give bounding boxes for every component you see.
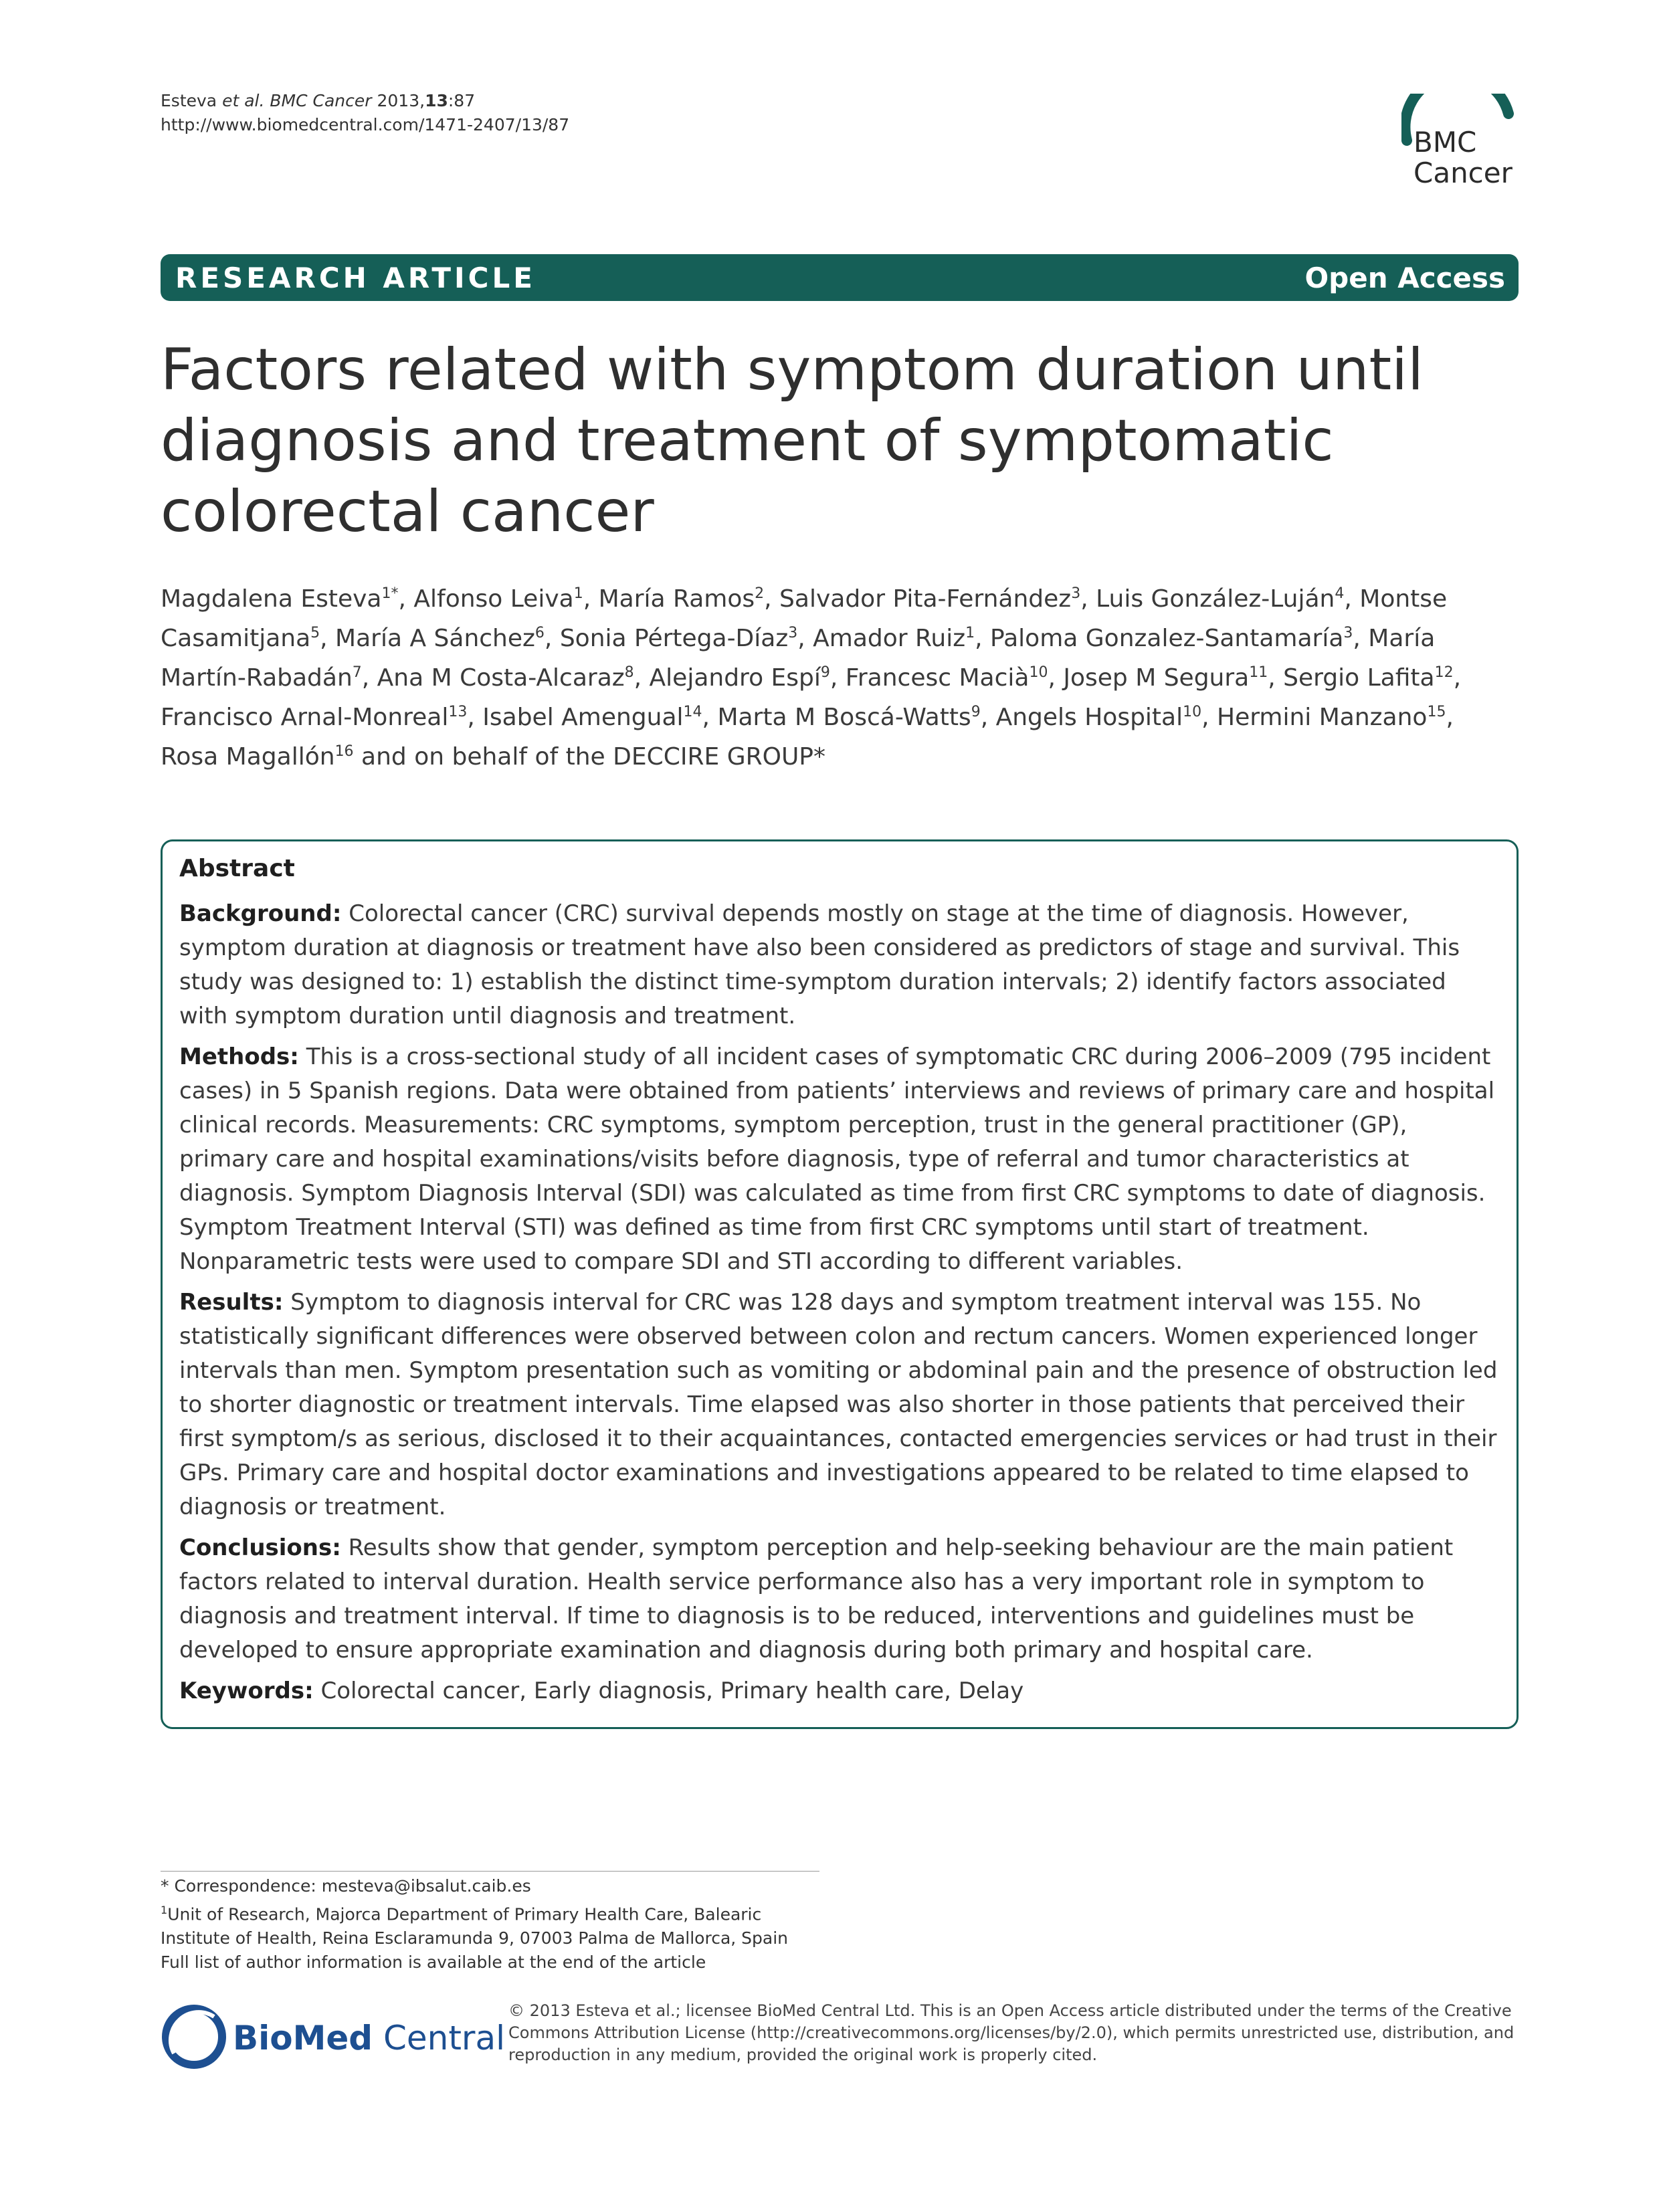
author-name: Hermini Manzano xyxy=(1217,704,1428,731)
author-name: Paloma Gonzalez-Santamaría xyxy=(990,625,1344,652)
open-access-label: Open Access xyxy=(1304,261,1505,294)
author-name: Isabel Amengual xyxy=(482,704,684,731)
author-affiliation-sup: 16 xyxy=(334,743,354,760)
article-type-banner xyxy=(161,254,1519,301)
author-affiliation-sup: 9 xyxy=(971,704,981,720)
citation-journal: BMC Cancer xyxy=(270,91,372,110)
author-name: Marta M Boscá-Watts xyxy=(717,704,971,731)
author-affiliation-sup: 7 xyxy=(352,664,362,681)
affiliation-line xyxy=(161,1898,830,1950)
author-name: Josep M Segura xyxy=(1063,664,1250,692)
author-affiliation-sup: 9 xyxy=(820,664,830,681)
biomed-central-logo xyxy=(161,2000,506,2074)
results-text: Symptom to diagnosis interval for CRC was 128 days and symptom treatment interval was 155. No statistically significant differences were observed between colon and rectum cancers. Women experienced longer intervals than men. Symptom presentation such as vomiting or abdominal pain and the presence of obstruction led to shorter diagnostic or treatment intervals. Time elapsed was also shorter in those patients that perceived their first symptom/s as serious, disclosed it to their acquaintances, contacted emergencies services or had trust in their GPs. Primary care and hospital doctor examinations and investigations appeared to be related to time elapsed to diagnosis or treatment. xyxy=(179,1289,1498,1520)
author-name: María Ramos xyxy=(598,585,755,613)
abstract-background xyxy=(179,897,1500,1033)
affiliation-sup: 1 xyxy=(161,1904,168,1916)
author-name: Sonia Pértega-Díaz xyxy=(559,625,789,652)
correspondence-line[interactable]: * Correspondence: mesteva@ibsalut.caib.es xyxy=(161,1876,531,1896)
abstract-heading: Abstract xyxy=(179,855,295,882)
author-affiliation-sup: 10 xyxy=(1183,704,1202,720)
background-text: Colorectal cancer (CRC) survival depends mostly on stage at the time of diagnosis. However, symptom duration at diagnosis or treatment have also been considered as predictors of stage and survival. This study was designed to: 1) establish the distinct time-symptom duration intervals; 2) identify factors associated with symptom duration until diagnosis and treatment. xyxy=(179,900,1460,1029)
author-affiliation-sup: 2 xyxy=(755,585,765,602)
keywords-label: Keywords: xyxy=(179,1678,314,1704)
results-label: Results: xyxy=(179,1289,284,1316)
author-affiliation-sup: 10 xyxy=(1029,664,1048,681)
author-affiliation-sup: 3 xyxy=(1071,585,1081,602)
logo-line-cancer: Cancer xyxy=(1413,157,1512,189)
author-name: Amador Ruiz xyxy=(813,625,966,652)
methods-text: This is a cross-sectional study of all incident cases of symptomatic CRC during 2006–2009 (795 incident cases) in 5 Spanish regions. Data were obtained from patients’ interviews and reviews of primary care and hospital clinical records. Measurements: CRC symptoms, symptom perception, trust in the general practitioner (GP), primary care and hospital examinations/visits before diagnosis, type of referral and tumor characteristics at diagnosis. Symptom Diagnosis Interval (SDI) was calculated as time from first CRC symptoms to date of diagnosis. Symptom Treatment Interval (STI) was defined as time from first CRC symptoms until start of treatment. Nonparametric tests were used to compare SDI and STI according to different variables. xyxy=(179,1043,1495,1275)
abstract-box xyxy=(161,839,1519,1729)
biomed-swirl-icon xyxy=(161,2003,227,2070)
author-affiliation-sup: 3 xyxy=(788,625,798,641)
author-affiliation-sup: 5 xyxy=(310,625,320,641)
abstract-results xyxy=(179,1286,1500,1524)
article-title: Factors related with symptom duration until diagnosis and treatment of symptomatic colorectal cancer xyxy=(161,336,1424,545)
author-name: Alejandro Espí xyxy=(649,664,821,692)
author-name: María A Sánchez xyxy=(335,625,535,652)
author-name: Francesc Macià xyxy=(845,664,1030,692)
author-name: Alfonso Leiva xyxy=(413,585,574,613)
author-affiliation-sup: 4 xyxy=(1335,585,1345,602)
citation-authors: Esteva xyxy=(161,91,217,110)
abstract-keywords xyxy=(179,1674,1500,1708)
abstract-methods xyxy=(179,1040,1500,1279)
author-affiliation-sup: 12 xyxy=(1434,664,1454,681)
citation-pages: :87 xyxy=(448,91,476,110)
wordmark-central: Central xyxy=(383,2019,506,2057)
author-name: Salvador Pita-Fernández xyxy=(779,585,1072,613)
author-list: Magdalena Esteva$^{1*}$, Alfonso Leiva$^1$, María Ramos$^2$, Salvador Pita-Fernández$^3$, Luis González-Luján$^4$, Montse Casamitjana$^5$, María A Sánchez$^6$, Sonia Pértega-Díaz$^3$, Amador Ruiz$^1$, Paloma Gonzalez-Santamaría$^3$, María Martín-Rabadán$^7$, Ana M Costa-Alcaraz$^8$, Alejandro Espí$^9$, Francesc Macià$^{10}$, Josep M Segura$^{11}$, Sergio Lafita$^{12}$, Francisco Arnal-Monreal$^{13}$, Isabel Amengual$^{14}$, Marta M Boscá-Watts$^9$, Angels Hospital$^{10}$, Hermini Manzano$^{15}$, Rosa Magallón$^{16}$ and on behalf of the DECCIRE GROUP* xyxy=(161,585,1462,771)
methods-label: Methods: xyxy=(179,1043,299,1070)
author-name: Francisco Arnal-Monreal xyxy=(161,704,449,731)
author-affiliation-sup: 1* xyxy=(381,585,399,602)
bmc-cancer-logo xyxy=(1401,94,1522,201)
background-label: Background: xyxy=(179,900,342,927)
footnote-block xyxy=(161,1874,830,1975)
footnote-divider xyxy=(161,1871,819,1872)
author-affiliation-sup: 14 xyxy=(683,704,702,720)
author-name: Rosa Magallón xyxy=(161,743,335,771)
conclusions-label: Conclusions: xyxy=(179,1534,341,1561)
citation-volume: 13 xyxy=(425,91,448,110)
conclusions-text: Results show that gender, symptom perception and help-seeking behaviour are the main patient factors related to interval duration. Health service performance also has a very important role in symptom to diagnosis and treatment interval. If time to diagnosis is to be reduced, interventions and guidelines must be developed to ensure appropriate examination and diagnosis during both primary and hospital care. xyxy=(179,1534,1454,1664)
license-statement: © 2013 Esteva et al.; licensee BioMed Central Ltd. This is an Open Access article distributed under the terms of the Creative Commons Attribution License (http://creativecommons.org/licenses/by/2.0), which permits unrestricted use, distribution, and reproduction in any medium, provided the original work is properly cited. xyxy=(508,2001,1515,2064)
authors-group-note: and on behalf of the DECCIRE GROUP* xyxy=(361,743,825,771)
citation-line xyxy=(161,89,569,113)
article-type-label: RESEARCH ARTICLE xyxy=(175,261,536,294)
author-affiliation-sup: 6 xyxy=(534,625,545,641)
author-affiliation-sup: 3 xyxy=(1343,625,1353,641)
affiliation-text: Unit of Research, Majorca Department of Primary Health Care, Balearic Institute of Health, Reina Esclaramunda 9, 07003 Palma de Mallorca, Spain xyxy=(161,1904,789,1948)
author-name: Magdalena Esteva xyxy=(161,585,382,613)
author-name: Angels Hospital xyxy=(995,704,1183,731)
author-name: María Martín-Rabadán xyxy=(161,625,1436,692)
author-name: Montse Casamitjana xyxy=(161,585,1448,652)
abstract-conclusions xyxy=(179,1531,1500,1668)
author-affiliation-sup: 1 xyxy=(573,585,583,602)
wordmark-biomed: BioMed xyxy=(233,2019,373,2057)
keywords-text: Colorectal cancer, Early diagnosis, Primary health care, Delay xyxy=(320,1678,1024,1704)
author-name: Sergio Lafita xyxy=(1283,664,1435,692)
author-affiliation-sup: 15 xyxy=(1427,704,1446,720)
citation-header xyxy=(161,89,569,137)
citation-etal: et al. xyxy=(222,91,265,110)
author-affiliation-sup: 8 xyxy=(624,664,634,681)
logo-line-bmc: BMC xyxy=(1413,126,1477,159)
article-url[interactable]: http://www.biomedcentral.com/1471-2407/13/87 xyxy=(161,115,570,134)
author-affiliation-sup: 11 xyxy=(1249,664,1268,681)
author-affiliation-sup: 13 xyxy=(448,704,468,720)
author-name: Ana M Costa-Alcaraz xyxy=(377,664,625,692)
citation-year: 2013, xyxy=(377,91,425,110)
full-author-info-note: Full list of author information is available at the end of the article xyxy=(161,1952,706,1973)
biomed-central-wordmark xyxy=(233,2019,505,2057)
author-name: Luis González-Luján xyxy=(1096,585,1335,613)
author-affiliation-sup: 1 xyxy=(965,625,975,641)
